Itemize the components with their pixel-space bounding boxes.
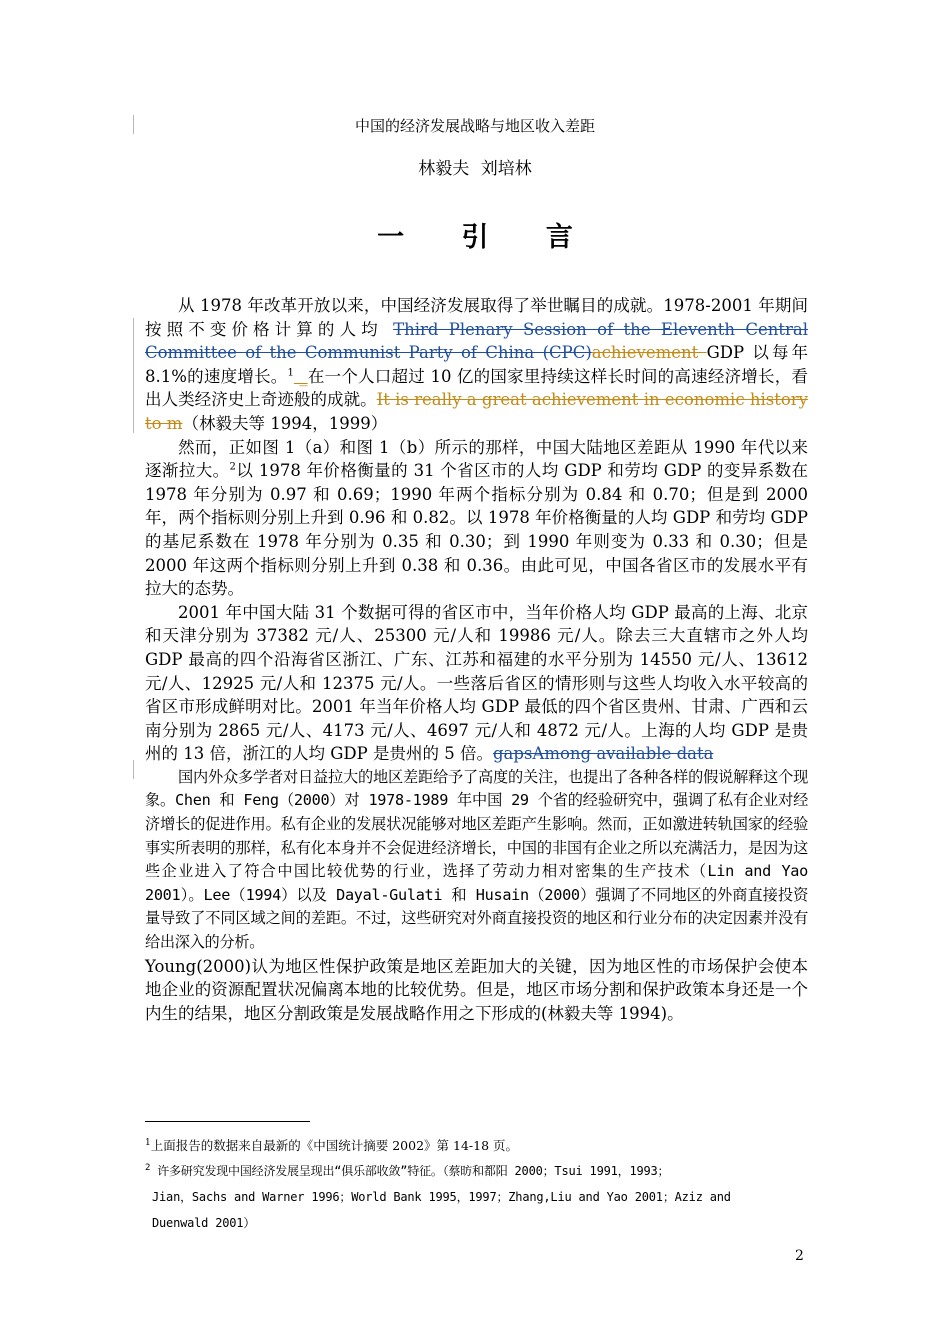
footnote-separator (145, 1121, 310, 1122)
change-bar (133, 318, 134, 433)
paragraph-4: 国内外众多学者对日益拉大的地区差距给予了高度的关注，也提出了各种各样的假说解释这个现象。Chen 和 Feng（2000）对 1978-1989 年中国 29 个省的经验研究中，强调了私有企业对经济增长的促进作用。私有企业的发展状况能够对地区差距产生影响。然而，正如激进转轨国家的经验事实所表明的那样，私有化本身并不会促进经济增长，中国的非国有企业之所以充满活力，是因为这些企业进入了符合中国比较优势的行业，选择了劳动力相对密集的生产技术（Lin and Yao 2001）。Lee（1994）以及 Dayal-Gulati 和 Husain（2000）强调了不同地区的外商直接投资量导致了不同区域之间的差距。不过，这些研究对外商直接投资的地区和行业分布的决定因素并没有给出深入的分析。 (145, 767, 808, 952)
footnote-ref[interactable]: 2 (229, 461, 236, 473)
footnote-1 (145, 1133, 785, 1159)
authors: 林毅夫 刘培林 (418, 159, 532, 179)
text-run: 以 1978 年价格衡量的 31 个省区市的人均 GDP 和劳均 GDP 的变异系数在 1978 年分别为 0.97 和 0.69；1990 年两个指标分别为 0.84 和 0.70；但是到 2000 年，两个指标则分别上升到 0.96 和 0.82。以 1978 年价格衡量的人均 GDP 和劳均 GDP 的基尼系数在 1978 年分别为 0.35 和 0.30；到 1990 年则变为 0.33 和 0.30；但是 2000 年这两个指标则分别上升到 0.38 和 0.36。由此可见，中国各省区市的发展水平有拉大的态势。 (145, 461, 808, 599)
inserted-text: _ (293, 366, 308, 386)
footnote-text: 上面报告的数据来自最新的《中国统计摘要 2002》第 14-18 页。 (150, 1138, 519, 1153)
paragraph-2 (145, 436, 808, 601)
text-run: 然而，正如图 1（a）和图 1（b）所示的那样，中国大陆地区差距从 1990 年代以来逐渐拉大。 (145, 437, 808, 481)
paragraph-5: Young(2000)认为地区性保护政策是地区差距加大的关键，因为地区性的市场保护会使本地企业的资源配置状况偏离本地的比较优势。但是，地区市场分割和保护政策本身还是一个内生的结果，地区分割政策是发展战略作用之下形成的(林毅夫等 1994)。 (145, 956, 808, 1023)
body-text (145, 294, 808, 1025)
page-number: 2 (795, 1248, 804, 1264)
footnote-mark: 1 (145, 1137, 151, 1148)
deleted-text: It is really a great achievement in economic history to m (145, 390, 809, 433)
deleted-text: achievement (591, 343, 707, 363)
text-run: 在一个人口超过 10 亿的国家里持续这样长时间的高速经济增长，看出人类经济史上奇迹般的成就。 (145, 366, 808, 410)
footnote-mark: 2 (145, 1163, 151, 1173)
document-title: 中国的经济发展战略与地区收入差距 (354, 117, 595, 135)
paragraph-3 (145, 601, 808, 766)
text-run: 2001 年中国大陆 31 个数据可得的省区市中，当年价格人均 GDP 最高的上海、北京和天津分别为 37382 元/人、25300 元/人和 19986 元/人。除去三大直辖市之外人均 GDP 最高的四个沿海省区浙江、广东、江苏和福建的水平分别为 14550 元/人、13612 元/人、12925 元/人和 12375 元/人。一些落后省区的情形则与这些人均收入水平较高的省区市形成鲜明对比。2001 年当年价格人均 GDP 最低的四个省区贵州、甘肃、广西和云南分别为 2865 元/人、4173 元/人、4697 元/人和 4872 元/人。上海的人均 GDP 是贵州的 13 倍，浙江的人均 GDP 是贵州的 5 倍。 (145, 602, 808, 764)
text-run: 从 1978 年改革开放以来，中国经济发展取得了举世瞩目的成就。1978-2001 年期间按照不变价格计算的人均 (145, 296, 808, 339)
deleted-text: Third Plenary Session of the Eleventh Central Committee of the Communist Party of China (CPC) (145, 319, 808, 363)
text-run: GDP 以每年 8.1%的速度增长。 (145, 343, 808, 386)
footnote-text: 许多研究发现中国经济发展呈现出“俱乐部收敛”特征。（蔡昉和都阳 2000；Tsui 1991，1993； (150, 1164, 670, 1178)
change-bar (133, 760, 134, 779)
footnote-ref[interactable]: 1 (287, 367, 294, 379)
footnote-line (145, 1158, 785, 1184)
footnote-line: Jian，Sachs and Warner 1996；World Bank 1995，1997；Zhang,Liu and Yao 2001；Aziz and (152, 1190, 731, 1204)
text-run: （林毅夫等 1994，1999） (182, 413, 388, 433)
footnote-line: Duenwald 2001） (152, 1216, 256, 1230)
section-heading: 一 引 言 (377, 222, 597, 253)
deleted-text: gapsAmong available data (492, 744, 714, 764)
paragraph-1 (145, 294, 808, 436)
footnote-2 (145, 1158, 785, 1236)
